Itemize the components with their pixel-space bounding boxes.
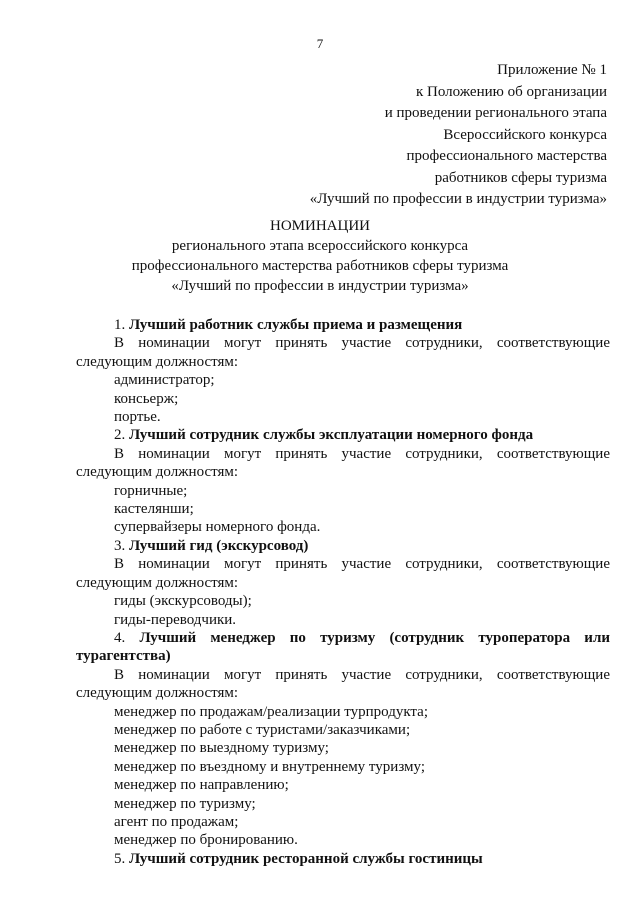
- nomination-name-continuation: турагентства): [76, 648, 171, 665]
- position-item: портье.: [114, 409, 161, 426]
- position-item: менеджер по продажам/реализации турпродукта;: [114, 703, 428, 720]
- title-line: «Лучший по профессии в индустрии туризма»: [171, 278, 469, 294]
- nomination-heading: 1. Лучший работник службы приема и размещения: [114, 317, 463, 333]
- title-line: профессионального мастерства работников сферы туризма: [131, 258, 509, 274]
- nomination-heading: 5. Лучший сотрудник ресторанной службы гостиницы: [114, 850, 483, 867]
- title-heading: НОМИНАЦИИ: [270, 218, 370, 234]
- intro-line: В номинации могут принять участие сотрудники, соответствующие: [114, 335, 610, 352]
- appendix-line: Приложение № 1: [497, 62, 607, 78]
- intro-line: В номинации могут принять участие сотрудники, соответствующие: [114, 556, 610, 573]
- nomination-name: Лучший менеджер по туризму (сотрудник туроператора или: [139, 629, 610, 646]
- appendix-line: Всероссийского конкурса: [443, 126, 607, 143]
- position-item: менеджер по выездному туризму;: [114, 740, 329, 757]
- nomination-name: Лучший сотрудник ресторанной службы гостиницы: [129, 850, 483, 867]
- title-line: регионального этапа всероссийского конкурса: [171, 238, 469, 254]
- appendix-header: [167, 60, 607, 211]
- document-title: [0, 216, 640, 296]
- position-item: кастелянши;: [114, 501, 194, 518]
- appendix-line: работников сферы туризма: [434, 169, 607, 186]
- nomination-heading: 4. Лучший менеджер по туризму (сотрудник туроператора или: [114, 629, 610, 646]
- intro-line: следующим должностям:: [76, 353, 239, 370]
- nomination-name: Лучший гид (экскурсовод): [129, 537, 309, 554]
- position-item: супервайзеры номерного фонда.: [114, 519, 321, 536]
- nomination-name: Лучший работник службы приема и размещения: [129, 317, 463, 333]
- position-item: менеджер по туризму;: [114, 795, 256, 812]
- intro-line: В номинации могут принять участие сотрудники, соответствующие: [114, 666, 610, 683]
- position-item: менеджер по въездному и внутреннему туризму;: [114, 758, 425, 775]
- position-item: менеджер по направлению;: [114, 777, 289, 794]
- appendix-line: «Лучший по профессии в индустрии туризма»: [309, 191, 607, 207]
- position-item: менеджер по бронированию.: [114, 832, 298, 849]
- intro-line: следующим должностям:: [76, 574, 239, 591]
- appendix-line: профессионального мастерства: [406, 148, 607, 164]
- intro-line: В номинации могут принять участие сотрудники, соответствующие: [114, 445, 610, 462]
- page-number: 7: [316, 36, 324, 51]
- position-item: горничные;: [114, 482, 188, 499]
- position-item: гиды-переводчики.: [114, 611, 237, 628]
- intro-line: следующим должностям:: [76, 464, 239, 481]
- position-item: гиды (экскурсоводы);: [114, 593, 252, 610]
- appendix-line: и проведении регионального этапа: [384, 105, 607, 121]
- nominations-list: [76, 316, 610, 868]
- position-item: консьерж;: [114, 390, 179, 407]
- nomination-name: Лучший сотрудник службы эксплуатации номерного фонда: [129, 427, 534, 444]
- position-item: агент по продажам;: [114, 813, 239, 830]
- position-item: менеджер по работе с туристами/заказчиками;: [114, 721, 411, 738]
- position-item: администратор;: [114, 372, 215, 389]
- nomination-heading: 3. Лучший гид (экскурсовод): [114, 537, 309, 554]
- appendix-line: к Положению об организации: [415, 83, 607, 100]
- intro-line: следующим должностям:: [76, 685, 239, 702]
- nomination-heading: 2. Лучший сотрудник службы эксплуатации номерного фонда: [114, 427, 534, 444]
